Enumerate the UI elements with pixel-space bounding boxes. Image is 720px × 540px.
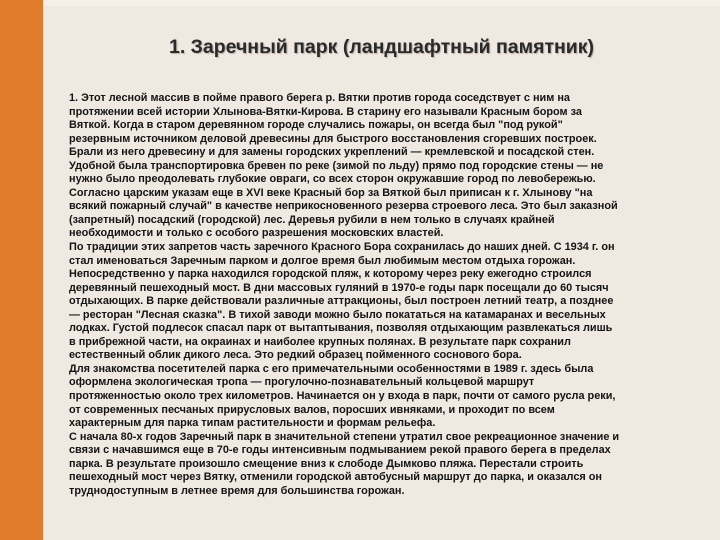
- text-line: всякий пожарный случай" в качестве неприкосновенного резерва строевого леса. Это был заказной: [69, 200, 618, 213]
- text-line: необходимости и только с особого разрешения московских властей.: [69, 227, 444, 240]
- text-line: По традиции этих запретов часть заречного Красного Бора сохранилась до наших дней. С 1934 г. он: [69, 241, 615, 254]
- text-line: протяжении всей истории Хлынова-Вятки-Кирова. В старину его называли Красным бором за: [69, 105, 582, 118]
- text-line: нужно было преодолевать глубокие овраги, со всех сторон окружавшие город по левобережью.: [69, 173, 596, 186]
- text-line: оформлена экологическая тропа — прогулочно-познавательный кольцевой маршрут: [69, 376, 535, 389]
- text-line: в прибрежной части, на окраинах и наиболее крупных полянах. В результате парк сохранил: [69, 335, 571, 348]
- text-line: стал именоваться Заречным парком и долгое время был любимым местом отдыха горожан.: [69, 254, 576, 267]
- text-line: резервным источником деловой древесины для быстрого восстановления сгоревших построек.: [69, 132, 597, 145]
- body-text: [69, 92, 705, 498]
- top-band: [43, 0, 720, 6]
- left-accent-bar: [0, 0, 43, 540]
- text-line: связи с начавшимся еще в 70-е годы интенсивным подмыванием рекой правого берега в пределах: [69, 444, 611, 457]
- text-line: труднодоступным в летнее время для большинства горожан.: [69, 484, 405, 497]
- text-line: С начала 80-х годов Заречный парк в значительной степени утратил свое рекреационное значение и: [69, 430, 620, 443]
- text-line: 1. Этот лесной массив в пойме правого берега р. Вятки против города соседствует с ним на: [69, 92, 570, 104]
- text-line: Вяткой. Когда в старом деревянном городе случались пожары, он всегда был "под рукой": [69, 119, 563, 132]
- text-line: от современных песчаных прирусловых валов, поросших ивняками, и проходит по всем: [69, 403, 555, 416]
- text-line: пешеходный мост через Вятку, отменили городской автобусный маршрут до парка, и оказался он: [69, 471, 602, 484]
- text-line: лодках. Густой подлесок спасал парк от вытаптывания, позволяя отдыхающим развлекаться лишь: [69, 322, 613, 335]
- text-line: отдыхающих. В парке действовали различные аттракционы, был построен летний театр, а позднее: [69, 295, 614, 308]
- text-line: деревянный пешеходный мост. В дни массовых гуляний в 1970-е годы парк посещали до 60 тысяч: [69, 281, 609, 294]
- text-line: Непосредственно у парка находился городской пляж, к которому через реку ежегодно строился: [69, 268, 592, 281]
- text-line: парка. В результате произошло смещение вниз к слободе Дымково пляжа. Перестали строить: [69, 457, 584, 470]
- text-line: Брали из него древесину и для замены городских укреплений — кремлевской и посадской стен.: [69, 146, 595, 159]
- text-line: протяженностью около трех километров. Начинается он у входа в парк, почти от самого русла реки,: [69, 390, 616, 403]
- text-line: характерным для парка типам растительности и формам рельефа.: [69, 417, 436, 430]
- text-line: Для знакомства посетителей парка с его примечательными особенностями в 1989 г. здесь была: [69, 362, 594, 375]
- text-line: (запретный) посадский (городской) лес. Деревья рубили в нем только в случаях крайней: [69, 213, 555, 226]
- text-line: Удобной была транспортировка бревен по реке (зимой по льду) прямо под городские стены — не: [69, 159, 604, 172]
- slide-title: 1. Заречный парк (ландшафтный памятник): [168, 36, 595, 58]
- text-line: — ресторан "Лесная сказка". В тихой заводи можно было покататься на катамаранах и весельных: [69, 308, 606, 321]
- text-line: естественный облик дикого леса. Это редкий образец пойменного соснового бора.: [69, 349, 522, 362]
- text-line: Согласно царским указам еще в XVI веке Красный бор за Вяткой был приписан к г. Хлынову "на: [69, 186, 593, 199]
